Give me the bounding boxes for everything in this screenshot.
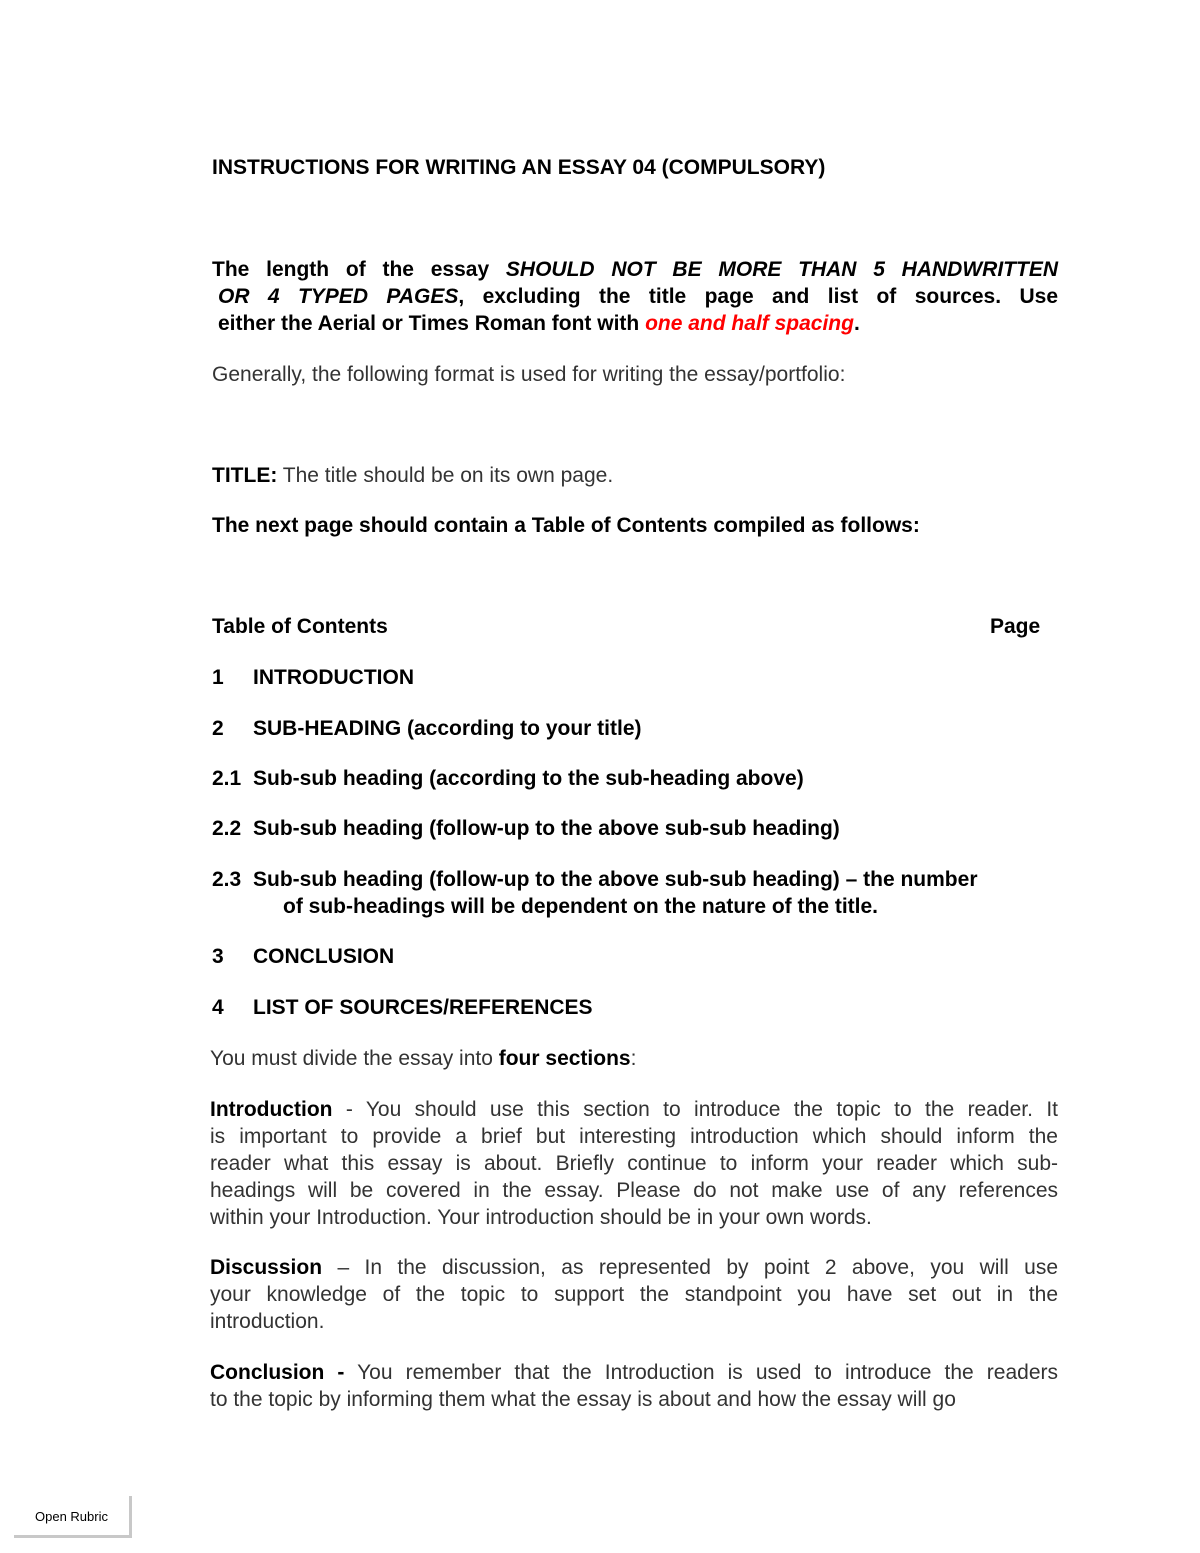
introduction-text: - You should use this section to introduce the topic to the reader. It (332, 1098, 1058, 1121)
length-limit-emphasis: SHOULD NOT BE MORE THAN 5 HANDWRITTEN (505, 258, 1058, 281)
toc-item-text: SUB-HEADING (according to your title) (253, 717, 642, 740)
length-text-2: , excluding the title page and list of sources. Use (458, 285, 1058, 308)
colon: : (630, 1047, 637, 1070)
toc-item-text-continued: of sub-headings will be dependent on the nature of the title. (283, 895, 879, 918)
document-title: INSTRUCTIONS FOR WRITING AN ESSAY 04 (COMPULSORY) (212, 156, 826, 179)
toc-intro: The next page should contain a Table of Contents compiled as follows: (212, 514, 920, 537)
format-intro: Generally, the following format is used for writing the essay/portfolio: (212, 363, 846, 386)
toc-item-number: 2.3 (212, 868, 242, 891)
period: . (853, 312, 860, 335)
introduction-line-4: headings will be covered in the essay. Please do not make use of any references (210, 1179, 1058, 1202)
spacing-emphasis: one and half spacing (645, 312, 854, 335)
title-paragraph (212, 462, 613, 489)
toc-heading: Table of Contents (212, 615, 388, 638)
introduction-label: Introduction (210, 1098, 333, 1121)
discussion-text: – In the discussion, as represented by point 2 above, you will use (322, 1256, 1058, 1279)
length-line-1 (212, 256, 1058, 283)
length-text: The length of the essay (212, 258, 506, 281)
toc-item-text: LIST OF SOURCES/REFERENCES (253, 996, 593, 1019)
toc-item-text: Sub-sub heading (follow-up to the above sub-sub heading) – the number (253, 868, 978, 891)
toc-item-number: 3 (212, 945, 224, 968)
length-line-2 (218, 283, 1058, 310)
introduction-line-5: within your Introduction. Your introduction should be in your own words. (210, 1206, 872, 1229)
toc-item-number: 2.2 (212, 817, 242, 840)
discussion-label: Discussion (210, 1256, 323, 1279)
toc-item-text: INTRODUCTION (253, 666, 414, 689)
sections-text: You must divide the essay into (210, 1047, 499, 1070)
conclusion-text: You remember that the Introduction is used to introduce the readers (344, 1361, 1058, 1384)
open-rubric-button[interactable]: Open Rubric (14, 1496, 132, 1538)
discussion-line-2: your knowledge of the topic to support the standpoint you have set out in the (210, 1283, 1058, 1306)
toc-item-number: 4 (212, 996, 224, 1019)
conclusion-label: Conclusion - (210, 1361, 345, 1384)
title-text: The title should be on its own page. (277, 464, 614, 487)
toc-item-number: 2.1 (212, 767, 242, 790)
introduction-line-2: is important to provide a brief but interesting introduction which should inform the (210, 1125, 1058, 1148)
title-label: TITLE: (212, 464, 278, 487)
conclusion-line-2: to the topic by informing them what the essay is about and how the essay will go (210, 1388, 956, 1411)
introduction-line-1 (210, 1096, 1058, 1123)
toc-item-text: CONCLUSION (253, 945, 395, 968)
length-line-3 (218, 310, 860, 337)
toc-item-number: 1 (212, 666, 224, 689)
introduction-line-3: reader what this essay is about. Briefly continue to inform your reader which sub- (210, 1152, 1058, 1175)
font-text: either the Aerial or Times Roman font with (218, 312, 646, 335)
discussion-line-1 (210, 1254, 1058, 1281)
typed-pages-emphasis: OR 4 TYPED PAGES (218, 285, 459, 308)
four-sections-emphasis: four sections (498, 1047, 631, 1070)
toc-item-text: Sub-sub heading (according to the sub-heading above) (253, 767, 804, 790)
toc-page-label: Page (990, 615, 1041, 638)
sections-intro (210, 1045, 636, 1072)
discussion-line-3: introduction. (210, 1310, 325, 1333)
toc-item-number: 2 (212, 717, 224, 740)
conclusion-line-1 (210, 1359, 1058, 1386)
toc-item-text: Sub-sub heading (follow-up to the above sub-sub heading) (253, 817, 840, 840)
